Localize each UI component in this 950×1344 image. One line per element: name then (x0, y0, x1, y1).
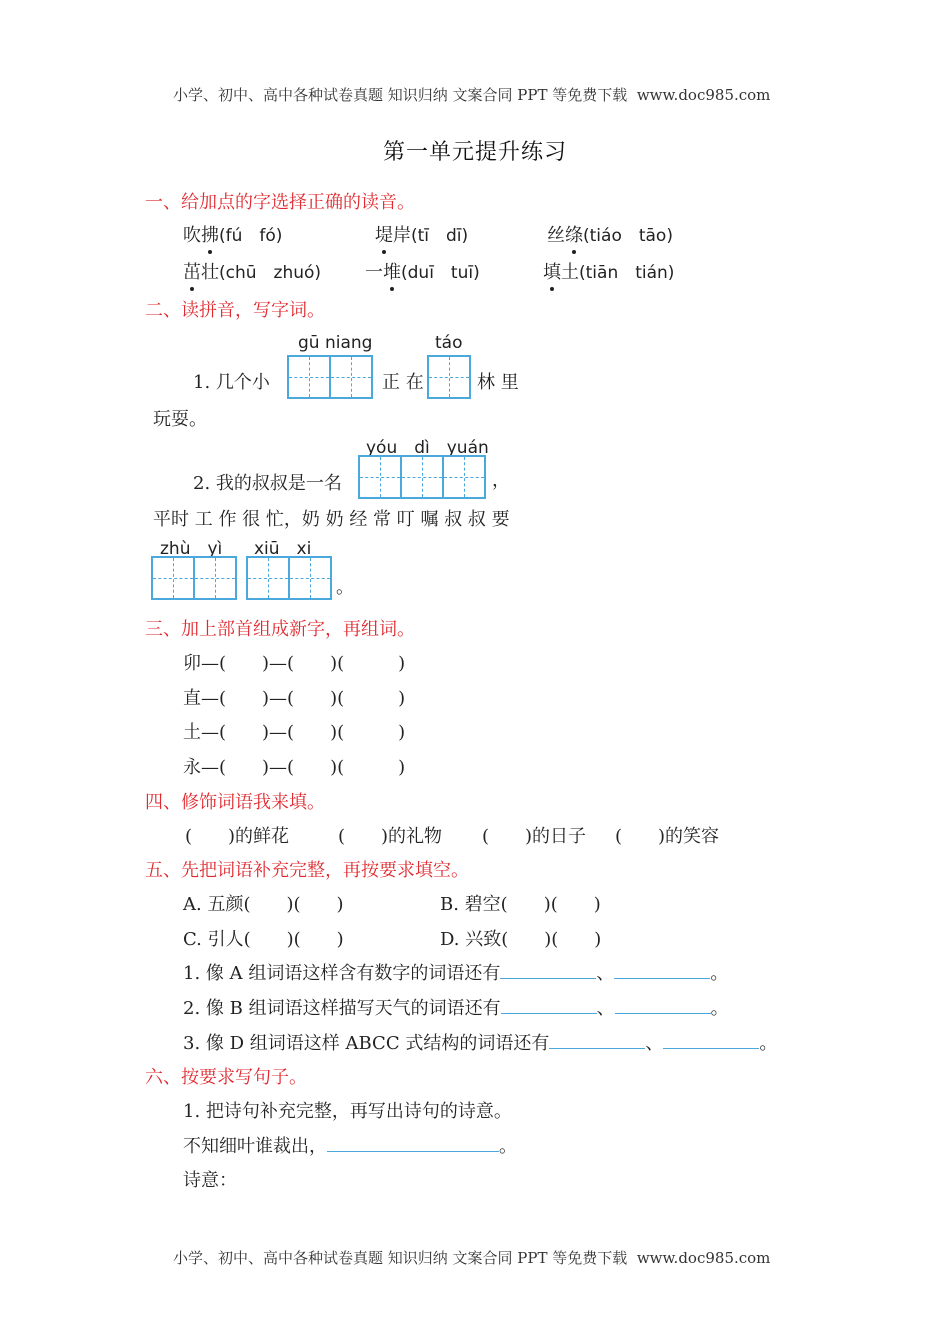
page-header (173, 84, 770, 105)
s5-q1: 1. 像 A 组词语这样含有数字的词语还有 、 。 (183, 963, 729, 984)
page-title: 第一单元提升练习 (382, 140, 567, 165)
section-3-heading: 三、加上部首组成新字，再组词。 (145, 619, 415, 640)
s2-q1-lead: 1. 几个小 (193, 372, 270, 393)
s4-item: ( )的笑容 (615, 826, 720, 847)
s3-row: 卯—( )—( )( ) (183, 653, 406, 674)
pinyin-xiu-xi: xiū xi (254, 539, 312, 559)
answer-blank[interactable] (327, 1151, 499, 1152)
s5-option-a: A. 五颜( )( ) (183, 894, 344, 915)
section-1-heading: 一、给加点的字选择正确的读音。 (145, 192, 415, 213)
footer-text: 小学、初中、高中各种试卷真题 知识归纳 文案合同 PPT 等免费下载 (173, 1249, 628, 1267)
answer-blank[interactable] (501, 1013, 597, 1014)
pinyin-gu-niang: gū niang (298, 333, 373, 353)
s1-item-2: 堤岸(tī dī) (375, 221, 468, 247)
s3-row: 直—( )—( )( ) (183, 688, 406, 709)
s3-row: 永—( )—( )( ) (183, 757, 406, 778)
section-5-heading: 五、先把词语补充完整，再按要求填空。 (145, 860, 469, 881)
s2-q1-mid: 正 在 (382, 372, 424, 393)
s1-item-3: 丝绦(tiáo tāo) (547, 221, 673, 247)
s1-item-4: 茁壮(chū zhuó) (183, 258, 321, 284)
grid-cell[interactable] (400, 455, 444, 499)
answer-blank[interactable] (663, 1048, 759, 1049)
s3-row: 土—( )—( )( ) (183, 722, 406, 743)
header-site: www.doc985.com (636, 86, 771, 104)
s6-q1: 1. 把诗句补充完整，再写出诗句的诗意。 (183, 1101, 512, 1122)
grid-cell[interactable] (358, 455, 402, 499)
grid-cell[interactable] (151, 556, 195, 600)
grid-cell[interactable] (427, 355, 471, 399)
s5-q2: 2. 像 B 组词语这样描写天气的词语还有 、 。 (183, 998, 729, 1019)
s4-item: ( )的鲜花 (185, 826, 290, 847)
s5-option-c: C. 引人( )( ) (183, 929, 344, 950)
s5-option-b: B. 碧空( )( ) (440, 894, 601, 915)
s2-q2-comma: ， (492, 470, 510, 491)
answer-blank[interactable] (500, 978, 596, 979)
section-2-heading: 二、读拼音，写字词。 (145, 300, 325, 321)
grid-cell[interactable] (287, 355, 331, 399)
s1-item-5: 一堆(duī tuī) (365, 258, 480, 284)
writing-grid-you-di-yuan[interactable] (358, 455, 486, 499)
grid-cell[interactable] (329, 355, 373, 399)
s5-q3: 3. 像 D 组词语这样 ABCC 式结构的词语还有 、 。 (183, 1033, 778, 1054)
grid-cell[interactable] (442, 455, 486, 499)
grid-cell[interactable] (193, 556, 237, 600)
section-6-heading: 六、按要求写句子。 (145, 1067, 307, 1088)
grid-cell[interactable] (288, 556, 332, 600)
s2-q1-end: 林 里 (477, 372, 519, 393)
s6-poem-line: 不知细叶谁裁出， 。 (183, 1136, 517, 1157)
answer-blank[interactable] (615, 1013, 711, 1014)
grid-cell[interactable] (246, 556, 290, 600)
footer-site: www.doc985.com (636, 1249, 771, 1267)
writing-grid-tao[interactable] (427, 355, 471, 399)
writing-grid-xiu-xi[interactable] (246, 556, 332, 600)
page-footer (173, 1247, 770, 1268)
writing-grid-gu-niang[interactable] (287, 355, 373, 399)
s2-q2-line2: 平时 工 作 很 忙，奶 奶 经 常 叮 嘱 叔 叔 要 (153, 509, 510, 530)
pinyin-tao: táo (435, 333, 463, 353)
pinyin-you-di-yuan: yóu dì yuán (366, 438, 489, 458)
answer-blank[interactable] (549, 1048, 645, 1049)
header-text: 小学、初中、高中各种试卷真题 知识归纳 文案合同 PPT 等免费下载 (173, 86, 628, 104)
writing-grid-zhu-yi[interactable] (151, 556, 237, 600)
pinyin-zhu-yi: zhù yì (160, 539, 223, 559)
s2-q1-next: 玩耍。 (153, 409, 207, 430)
s4-item: ( )的日子 (482, 826, 587, 847)
answer-blank[interactable] (614, 978, 710, 979)
section-4-heading: 四、修饰词语我来填。 (145, 792, 325, 813)
s2-q2-lead: 2. 我的叔叔是一名 (193, 473, 342, 494)
s1-item-6: 填土(tiān tián) (543, 258, 674, 284)
s4-item: ( )的礼物 (338, 826, 443, 847)
s5-option-d: D. 兴致( )( ) (440, 929, 602, 950)
s6-meaning-label: 诗意： (183, 1170, 237, 1191)
s2-q2-end: 。 (336, 577, 354, 598)
s1-item-1: 吹拂(fú fó) (183, 221, 282, 247)
